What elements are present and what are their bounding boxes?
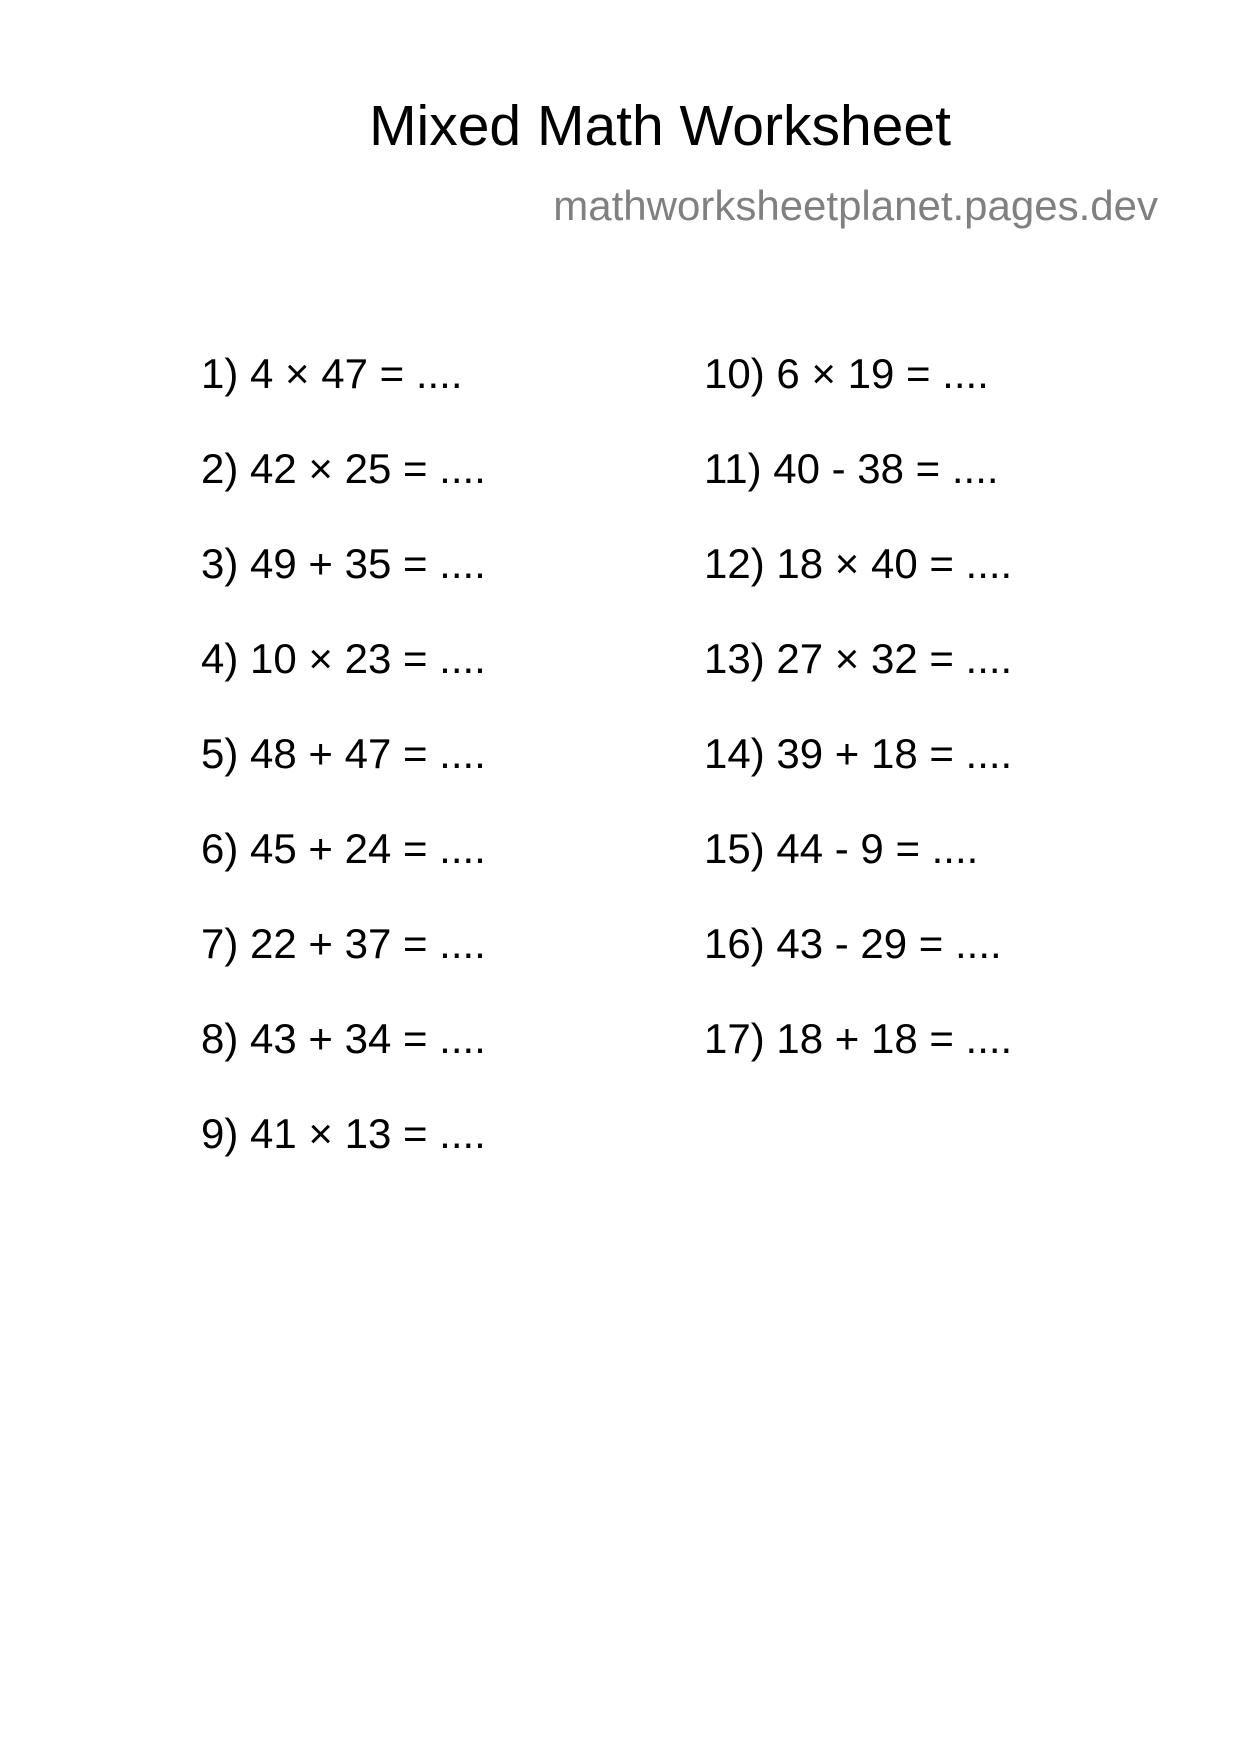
problem-14: 14) 39 + 18 = .... — [704, 730, 1013, 777]
problem-4: 4) 10 × 23 = .... — [201, 635, 486, 682]
problem-8: 8) 43 + 34 = .... — [201, 1015, 486, 1062]
website-url: mathworksheetplanet.pages.dev — [553, 182, 1158, 229]
problem-column-left — [201, 350, 486, 1208]
problem-10: 10) 6 × 19 = .... — [704, 350, 989, 397]
problem-17: 17) 18 + 18 = .... — [704, 1015, 1013, 1062]
problem-12: 12) 18 × 40 = .... — [704, 540, 1013, 587]
problem-9: 9) 41 × 13 = .... — [201, 1110, 486, 1157]
problem-15: 15) 44 - 9 = .... — [704, 825, 979, 872]
problem-5: 5) 48 + 47 = .... — [201, 730, 486, 777]
problem-1: 1) 4 × 47 = .... — [201, 350, 463, 397]
problem-2: 2) 42 × 25 = .... — [201, 445, 486, 492]
problem-column-right — [704, 350, 1013, 1113]
worksheet-title: Mixed Math Worksheet — [369, 94, 951, 158]
problem-6: 6) 45 + 24 = .... — [201, 825, 486, 872]
problem-7: 7) 22 + 37 = .... — [201, 920, 486, 967]
problem-13: 13) 27 × 32 = .... — [704, 635, 1013, 682]
problem-16: 16) 43 - 29 = .... — [704, 920, 1002, 967]
problem-3: 3) 49 + 35 = .... — [201, 540, 486, 587]
problem-11: 11) 40 - 38 = .... — [704, 445, 999, 492]
